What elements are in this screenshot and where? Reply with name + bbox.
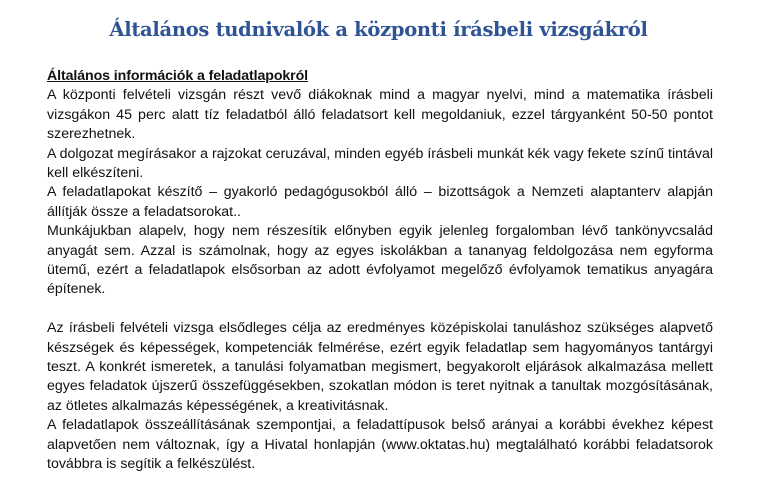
document-title: Általános tudnivalók a központi írásbeli vizsgákról: [109, 18, 648, 41]
paragraph-committees: A feladatlapokat készítő – gyakorló pedagógusokból álló – bizottságok a Nemzeti alaptanterv alapján állítják össze a feladatsorokat..: [47, 184, 713, 220]
section-heading: Általános információk a feladatlapokról: [47, 68, 309, 84]
paragraph-exam-goal: Az írásbeli felvételi vizsga elsődleges célja az eredményes középiskolai tanuláshoz szükséges alapvető készségek és képességek, kompetenciák felmérése, ezért egyik feladatlap sem hagyományos tantárgyi teszt. A konkrét ismeretek, a tanulási folyamatban megismert, begyakorolt eljárások alkalmazása mellett egyes feladatok újszerű összefüggésekben, szokatlan módon is teret nyitnak a tanultak mozgósításának, az ötletes alkalmazás képességének, a kreativitásnak.: [47, 320, 713, 414]
document-body: [47, 67, 713, 475]
paragraph-exam-overview: A központi felvételi vizsgán részt vevő diákoknak mind a magyar nyelvi, mind a matematika írásbeli vizsgákon 45 perc alatt tíz feladatból álló feladatsort kell megoldaniuk, ezzel tárgyanként 50-50 pontot szerezhetnek.: [47, 87, 713, 143]
paragraph-task-types: A feladatlapok összeállításának szempontjai, a feladattípusok belső arányai a korábbi évekhez képest alapvetően nem változnak, így a Hivatal honlapján (www.oktatas.hu) megtalálható korábbi feladatsorok továbbra is segítik a felkészülést.: [47, 417, 713, 473]
paragraph-spacer: [47, 300, 713, 319]
paragraph-textbooks: Munkájukban alapelv, hogy nem részesítik előnyben egyik jelenleg forgalomban lévő tankönyvcsalád anyagát sem. Azzal is számolnak, hogy az egyes iskolákban a tananyag feldolgozása nem egyforma ütemű, ezért a feladatlapok elsősorban az adott évfolyamot megelőző évfolyamok tematikus anyagára építenek.: [47, 223, 713, 298]
paragraph-writing-tools: A dolgozat megírásakor a rajzokat ceruzával, minden egyéb írásbeli munkát kék vagy fekete színű tintával kell elkészíteni.: [47, 145, 713, 182]
